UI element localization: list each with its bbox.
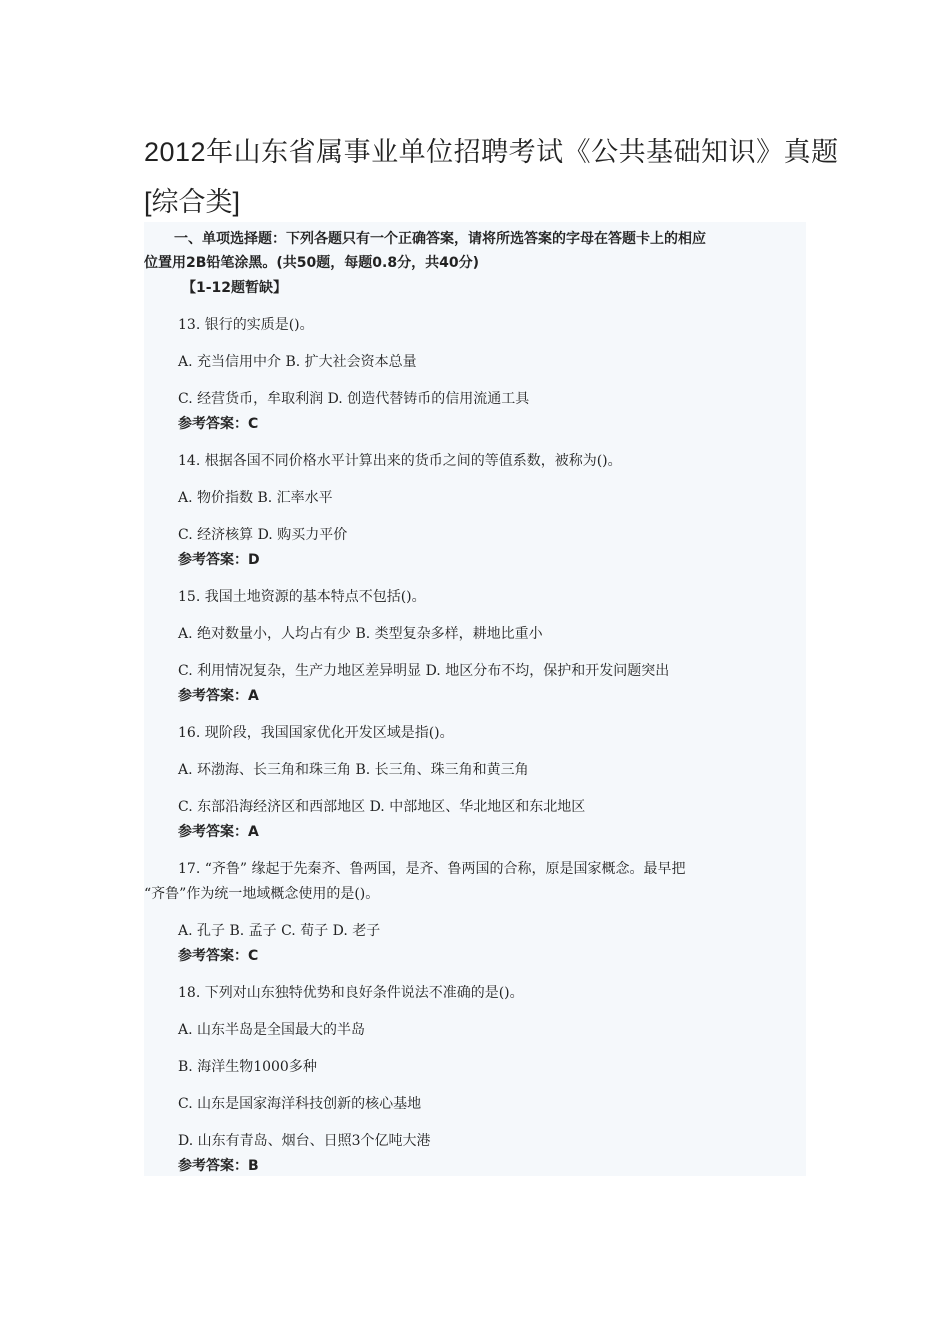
- section-heading-line2: 位置用2B铅笔涂黑。(共50题，每题0.8分，共40分): [144, 255, 479, 271]
- question-option: A. 绝对数量小，人均占有少 B. 类型复杂多样，耕地比重小: [178, 626, 543, 642]
- document-title: 2012年山东省属事业单位招聘考试《公共基础知识》真题: [144, 137, 839, 167]
- question-option: A. 山东半岛是全国最大的半岛: [178, 1022, 366, 1038]
- question-option: B. 海洋生物1000多种: [178, 1059, 317, 1075]
- question-stem-continued: “齐鲁”作为统一地域概念使用的是()。: [144, 886, 380, 902]
- question-stem: 14. 根据各国不同价格水平计算出来的货币之间的等值系数，被称为()。: [178, 453, 622, 469]
- question-stem: 15. 我国土地资源的基本特点不包括()。: [178, 589, 426, 605]
- question-option: C. 东部沿海经济区和西部地区 D. 中部地区、华北地区和东北地区: [178, 799, 586, 815]
- question-stem: 17. “齐鲁” 缘起于先秦齐、鲁两国，是齐、鲁两国的合称，原是国家概念。最早把: [178, 861, 686, 877]
- question-option: A. 孔子 B. 孟子 C. 荀子 D. 老子: [178, 923, 381, 939]
- question-stem: 13. 银行的实质是()。: [178, 317, 314, 333]
- question-answer: 参考答案：C: [178, 948, 259, 964]
- question-stem: 16. 现阶段，我国国家优化开发区域是指()。: [178, 725, 454, 741]
- question-option: C. 山东是国家海洋科技创新的核心基地: [178, 1096, 422, 1112]
- question-answer: 参考答案：D: [178, 552, 260, 568]
- question-option: A. 物价指数 B. 汇率水平: [178, 490, 333, 506]
- document-subtitle: [综合类]: [144, 187, 241, 217]
- question-option: C. 经营货币，牟取利润 D. 创造代替铸币的信用流通工具: [178, 391, 530, 407]
- question-answer: 参考答案：A: [178, 688, 259, 704]
- question-option: D. 山东有青岛、烟台、日照3个亿吨大港: [178, 1133, 431, 1149]
- question-answer: 参考答案：A: [178, 824, 259, 840]
- question-answer: 参考答案：B: [178, 1158, 259, 1174]
- exam-content: [144, 222, 806, 1176]
- question-option: A. 充当信用中介 B. 扩大社会资本总量: [178, 354, 417, 370]
- question-option: A. 环渤海、长三角和珠三角 B. 长三角、珠三角和黄三角: [178, 762, 529, 778]
- question-option: C. 利用情况复杂，生产力地区差异明显 D. 地区分布不均，保护和开发问题突出: [178, 663, 670, 679]
- question-stem: 18. 下列对山东独特优势和良好条件说法不准确的是()。: [178, 985, 524, 1001]
- question-option: C. 经济核算 D. 购买力平价: [178, 527, 348, 543]
- missing-note: 【1-12题暂缺】: [182, 280, 288, 296]
- question-answer: 参考答案：C: [178, 416, 259, 432]
- section-heading-line1: 一、单项选择题：下列各题只有一个正确答案，请将所选答案的字母在答题卡上的相应: [174, 231, 706, 247]
